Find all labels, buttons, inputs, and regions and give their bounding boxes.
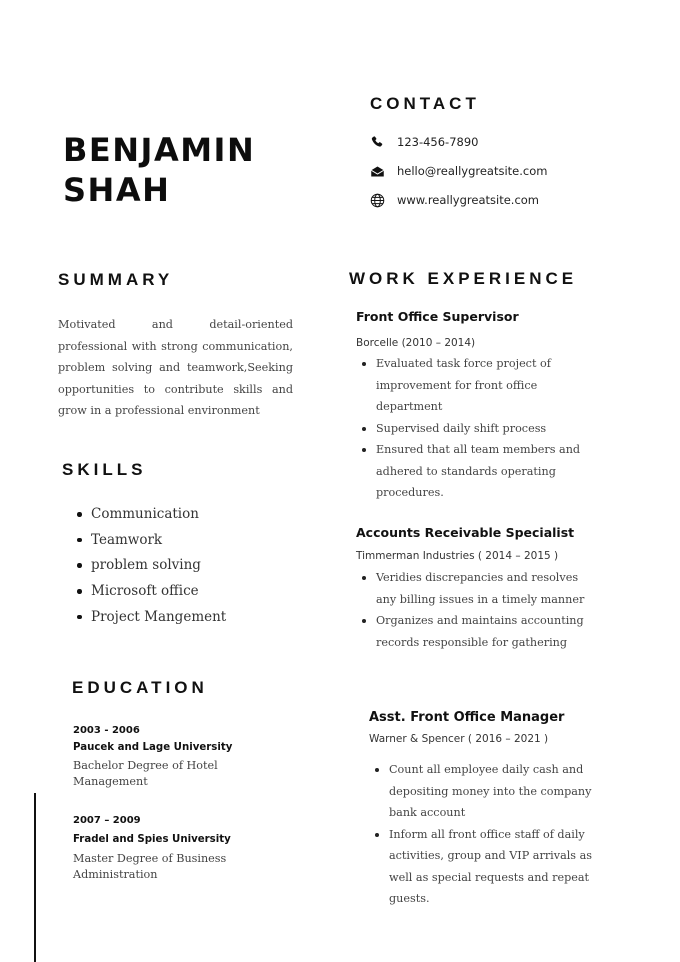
job-company: Warner & Spencer ( 2016 – 2021 ) [369,733,549,745]
education-entry [73,815,233,883]
education-degree: Bachelor Degree of Hotel Management [73,759,218,788]
job-bullet: Count all employee daily cash and depositing money into the company bank account [369,759,614,824]
education-degree: Master Degree of Business Administration [73,852,227,881]
skill-item: Microsoft office [75,581,226,607]
contact-website[interactable]: www.reallygreatsite.com [397,193,540,207]
job-bullet: Organizes and maintains accounting records responsible for gathering [356,610,596,653]
job-bullets [356,353,596,504]
skill-item: Communication [75,504,226,530]
contact-website-row [369,192,539,208]
education-years: 2003 - 2006 [73,725,140,736]
contact-heading: CONTACT [370,94,480,113]
name-first: BENJAMIN [63,131,256,169]
education-entry [73,725,233,790]
job-bullet: Veridies discrepancies and resolves any billing issues in a timely manner [356,567,596,610]
name-last: SHAH [63,171,171,209]
job-title: Asst. Front Office Manager [369,710,565,725]
job-bullet: Ensured that all team members and adhered to standards operating procedures. [356,439,596,504]
education-school: Fradel and Spies University [73,834,231,845]
job-bullet: Evaluated task force project of improvement for front office department [356,353,596,418]
envelope-icon [369,163,385,179]
candidate-name [63,130,255,210]
skills-list [75,504,226,632]
job-bullets [356,567,596,653]
education-years: 2007 – 2009 [73,815,141,826]
skill-item: Teamwork [75,530,226,556]
contact-phone-row [369,134,478,150]
decorative-divider-line [34,793,36,962]
job-company: Borcelle (2010 – 2014) [356,337,476,349]
job-entry [356,525,616,653]
job-bullet: Supervised daily shift process [356,418,596,440]
contact-email[interactable]: hello@reallygreatsite.com [397,164,548,178]
job-bullets [369,759,614,910]
skill-item: problem solving [75,555,226,581]
job-entry [356,309,616,504]
summary-text: Motivated and detail-oriented professional with strong communication, problem solving and teamwork,Seeking opportunities to contribute skills and grow in a professional environment [58,318,293,418]
job-title: Front Office Supervisor [356,309,519,324]
skill-item: Project Mangement [75,607,226,633]
skills-heading: SKILLS [62,460,147,479]
work-experience-heading: WORK EXPERIENCE [349,269,578,288]
education-heading: EDUCATION [72,678,208,697]
job-company: Timmerman Industries ( 2014 – 2015 ) [356,550,559,562]
job-entry [369,710,629,910]
education-school: Paucek and Lage University [73,742,233,753]
summary-heading: SUMMARY [58,270,174,289]
phone-icon [369,134,385,150]
job-bullet: Inform all front office staff of daily activities, group and VIP arrivals as well as special requests and repeat guests. [369,824,614,910]
contact-phone[interactable]: 123-456-7890 [397,135,479,149]
globe-icon [369,192,385,208]
job-title: Accounts Receivable Specialist [356,525,575,540]
contact-email-row [369,163,547,179]
